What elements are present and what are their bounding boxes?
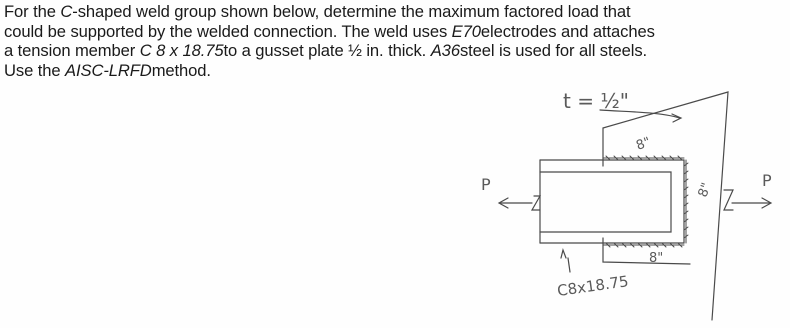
member-term: C 8 x 18.75: [139, 41, 224, 60]
problem-text: could be supported by the welded connection. The weld uses: [4, 21, 452, 41]
weld-bottom-length-label: 8": [649, 251, 664, 266]
flange-pointer: [561, 250, 566, 258]
load-label-left: P: [481, 175, 491, 194]
thickness-label: t = ½": [563, 89, 629, 113]
member-leader: [568, 258, 570, 272]
problem-text: -shaped weld group shown below, determine the maximum factored load that: [72, 2, 631, 21]
electrode-term: E70: [451, 21, 481, 41]
centroid-mark-left: [532, 196, 540, 210]
problem-text: Use the: [4, 60, 65, 80]
weld-bottom: [603, 243, 684, 247]
problem-text: steel is used for all steels.: [459, 41, 648, 60]
load-label-right: P: [762, 171, 772, 190]
problem-text: electrodes and attaches: [480, 21, 655, 41]
gusset-plate-bottom-edge: [603, 238, 690, 264]
problem-text: method.: [151, 60, 211, 80]
method-term: AISC-LRFD: [65, 60, 152, 80]
problem-text: For the: [4, 2, 61, 21]
channel-inner-line: [540, 172, 671, 232]
problem-text: to a gusset plate ½ in. thick.: [223, 41, 431, 60]
steel-grade-term: A36: [430, 41, 460, 60]
thickness-arrowhead: [672, 114, 681, 122]
weld-side-length-label: 8": [695, 180, 715, 200]
problem-text: a tension member: [4, 41, 140, 60]
weld-top-length-label: 8": [634, 134, 653, 154]
weld-shape-term: C: [60, 2, 73, 21]
centroid-mark-right: [724, 190, 733, 210]
member-label: C8x18.75: [556, 272, 630, 300]
